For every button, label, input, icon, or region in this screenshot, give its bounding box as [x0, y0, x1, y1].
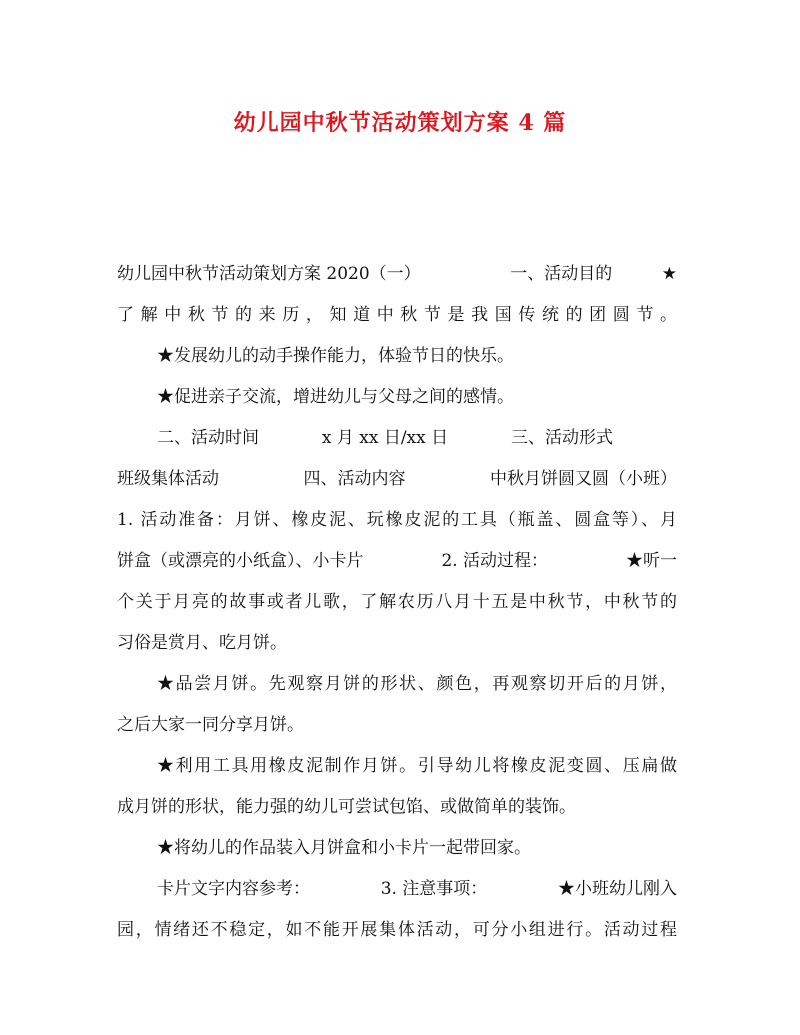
text-segment: ★将幼儿的作品装入月饼盒和小卡片一起带回家。	[157, 838, 531, 858]
text-segment: 之后大家一同分享月饼。	[117, 715, 304, 735]
paragraph-line	[117, 467, 677, 491]
text-segment: 2. 活动过程：	[441, 551, 549, 571]
text-segment: ★	[661, 264, 677, 284]
text-segment: ★听一	[626, 551, 677, 571]
paragraph-line	[157, 877, 677, 901]
paragraph-line	[157, 426, 613, 450]
paragraph-line	[157, 385, 677, 409]
text-segment: 卡片文字内容参考：	[157, 879, 310, 899]
paragraph-line	[157, 754, 677, 778]
text-segment: x 月 xx 日/xx 日	[321, 428, 449, 448]
text-segment: 饼盒（或漂亮的小纸盒）、小卡片	[117, 551, 364, 571]
paragraph-line	[117, 549, 677, 573]
paragraph-line	[117, 713, 677, 737]
text-segment: 3. 注意事项：	[380, 879, 488, 899]
text-segment: ★小班幼儿刚入	[558, 879, 677, 899]
paragraph-line	[117, 918, 677, 942]
paragraph-line	[157, 672, 677, 696]
paragraph-line	[117, 795, 677, 819]
paragraph-line	[117, 590, 677, 614]
text-segment: 成月饼的形状，能力强的幼儿可尝试包馅、或做简单的装饰。	[117, 797, 576, 817]
text-segment: 园，情绪还不稳定，如不能开展集体活动，可分小组进行。活动过程	[117, 920, 677, 940]
text-segment: 三、活动形式	[511, 428, 613, 448]
text-segment: 幼儿园中秋节活动策划方案 2020（一）	[117, 264, 421, 284]
document-title: 幼儿园中秋节活动策划方案 4 篇	[233, 110, 567, 136]
paragraph-line	[157, 344, 677, 368]
text-segment: ★品尝月饼。先观察月饼的形状、颜色，再观察切开后的月饼，	[157, 674, 677, 694]
text-segment: ★促进亲子交流，增进幼儿与父母之间的感情。	[157, 387, 514, 407]
text-segment: 了解中秋节的来历，知道中秋节是我国传统的团圆节。	[117, 305, 677, 325]
text-segment: ★利用工具用橡皮泥制作月饼。引导幼儿将橡皮泥变圆、压扁做	[157, 756, 677, 776]
text-segment: 四、活动内容	[303, 469, 406, 489]
text-segment: 1. 活动准备：月饼、橡皮泥、玩橡皮泥的工具（瓶盖、圆盒等）、月	[117, 510, 677, 530]
paragraph-line	[117, 303, 677, 327]
paragraph-line	[157, 836, 677, 860]
text-segment: ★发展幼儿的动手操作能力，体验节日的快乐。	[157, 346, 514, 366]
paragraph-line	[117, 262, 677, 286]
text-segment: 个关于月亮的故事或者儿歌，了解农历八月十五是中秋节，中秋节的	[117, 592, 677, 612]
paragraph-line	[117, 631, 677, 655]
text-segment: 中秋月饼圆又圆（小班）	[490, 469, 677, 489]
text-segment: 班级集体活动	[117, 469, 219, 489]
text-segment: 二、活动时间	[157, 428, 259, 448]
text-segment: 一、活动目的	[510, 264, 613, 284]
paragraph-line	[117, 508, 677, 532]
text-segment: 习俗是赏月、吃月饼。	[117, 633, 287, 653]
